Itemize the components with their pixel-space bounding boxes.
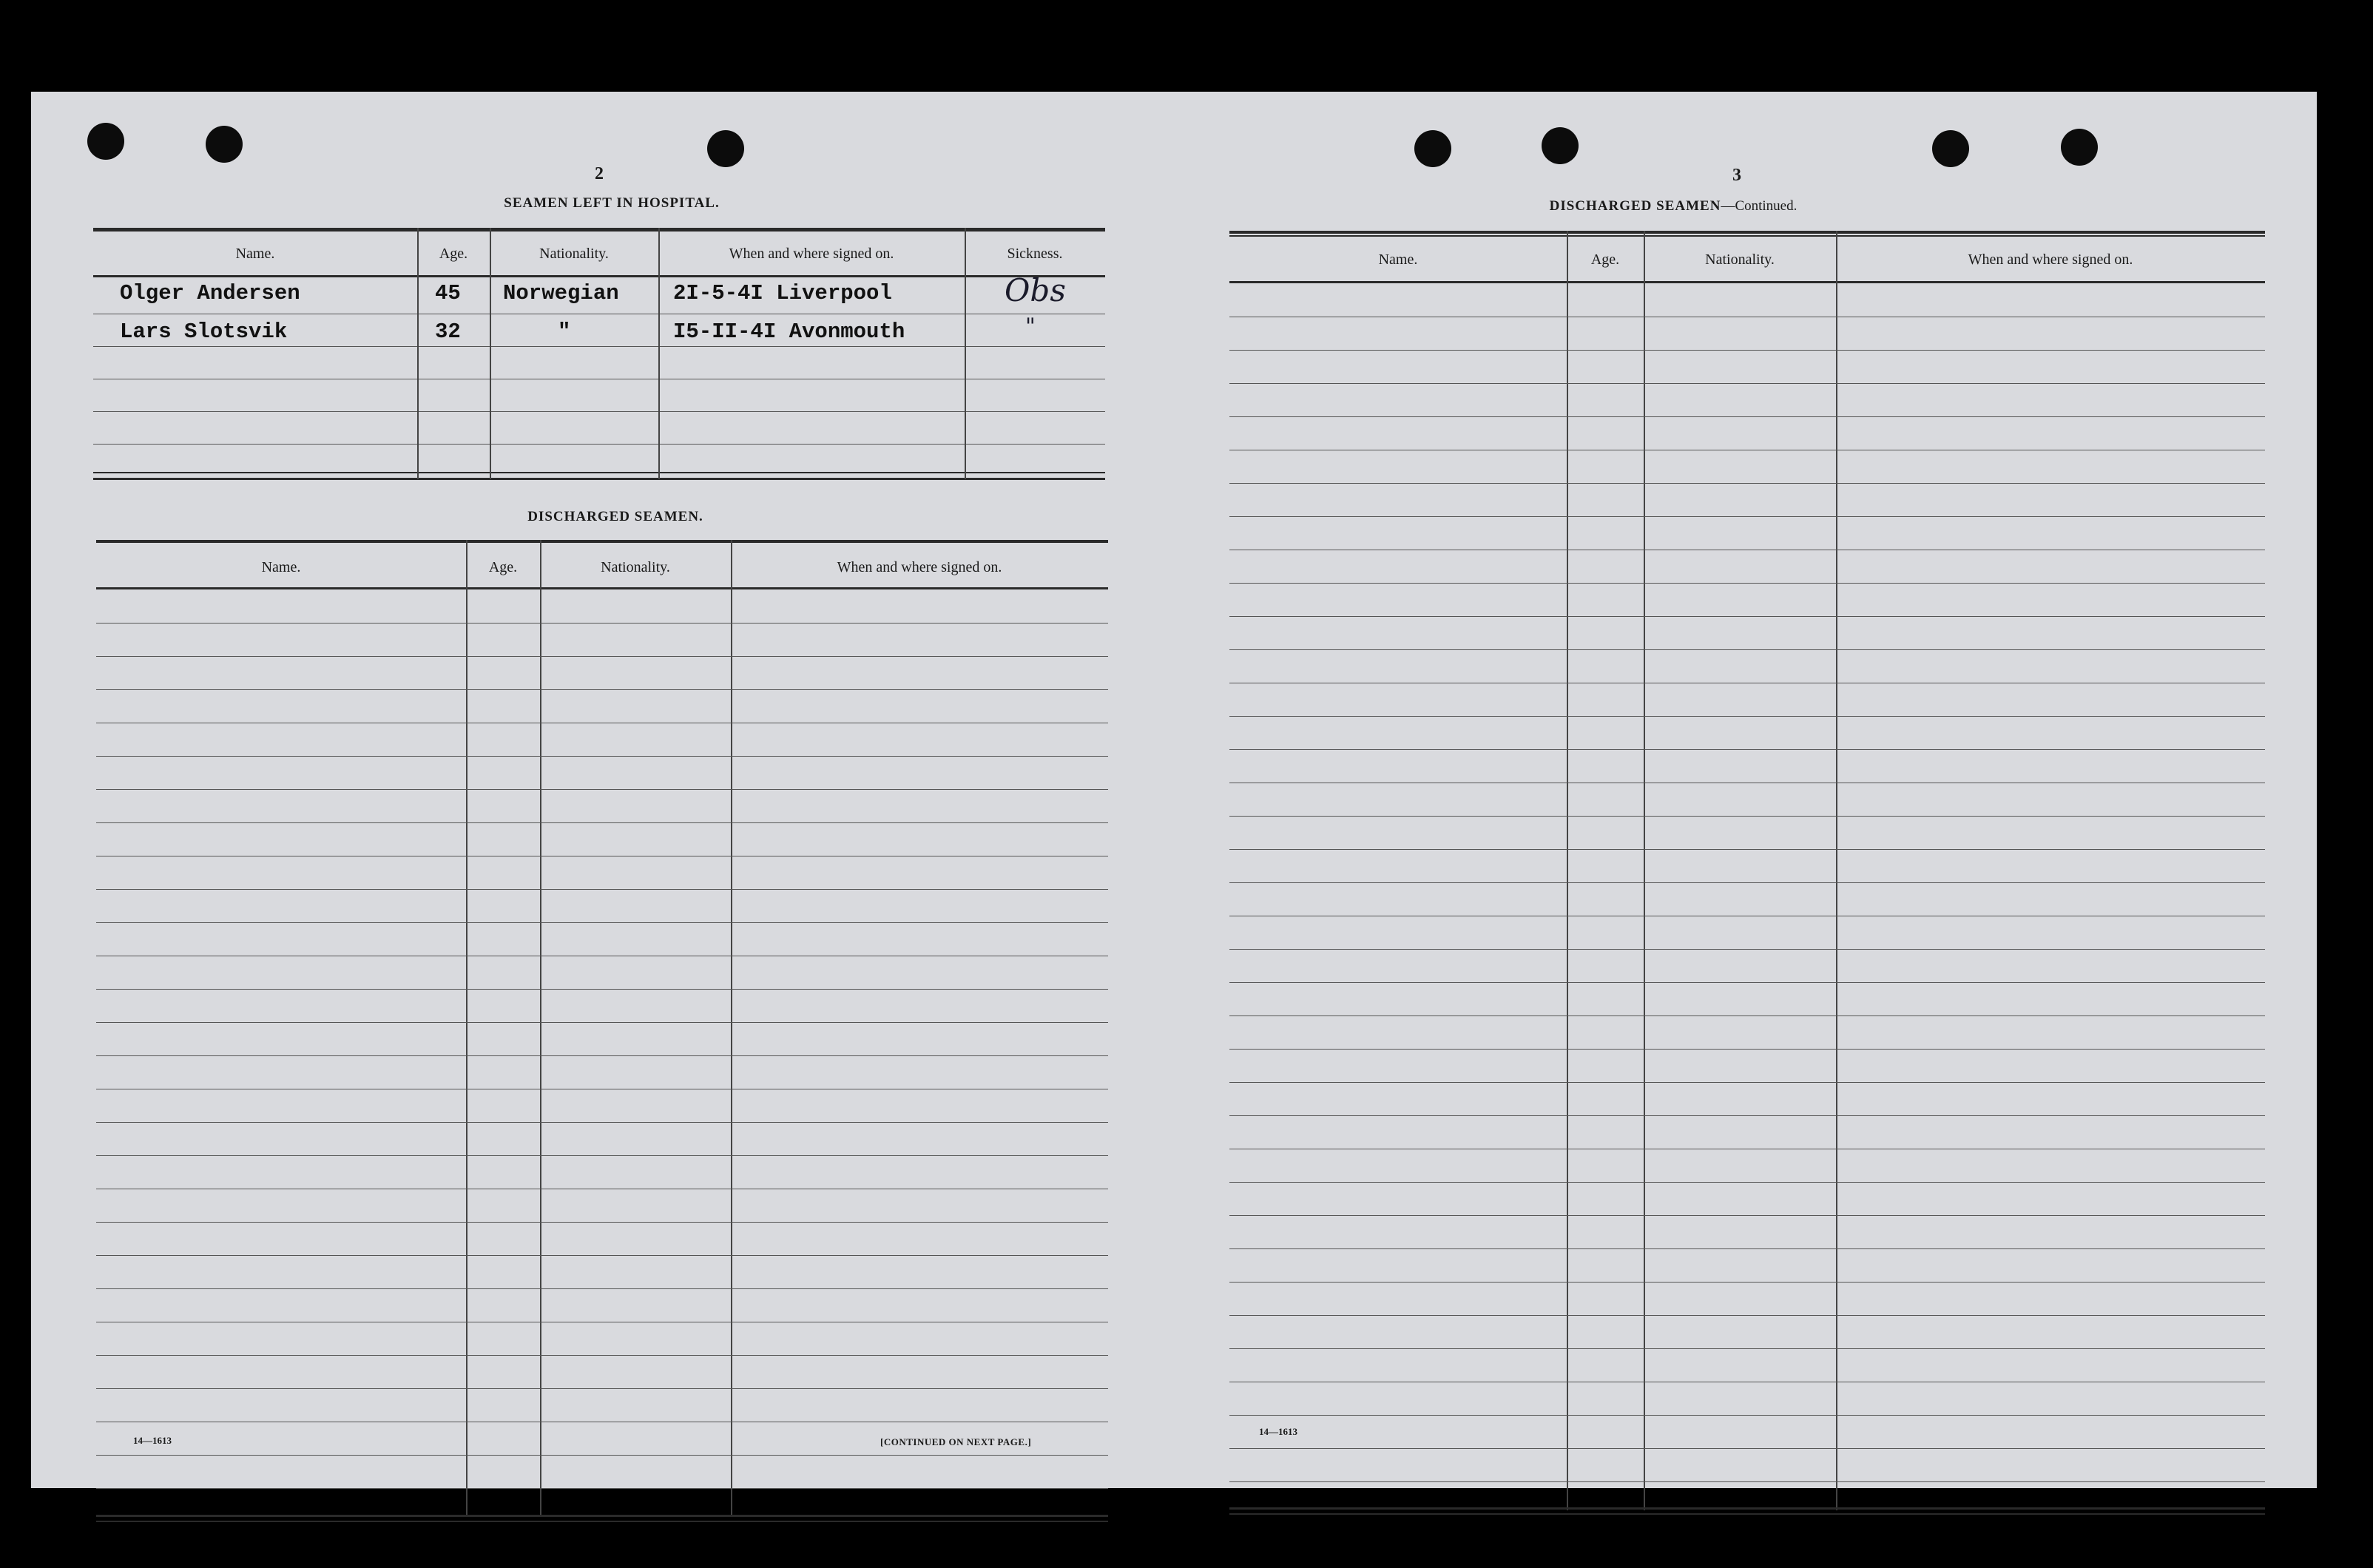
ledger-rule-line bbox=[96, 1222, 1108, 1223]
ledger-rule-line bbox=[1229, 1448, 2265, 1449]
page-number-right: 3 bbox=[1732, 166, 1741, 185]
ledger-rule-line bbox=[96, 1255, 1108, 1256]
ledger-rule-line bbox=[1229, 1082, 2265, 1083]
col-header-age: Age. bbox=[439, 246, 468, 262]
ledger-rule-line bbox=[96, 1355, 1108, 1356]
table-row-nationality: Norwegian bbox=[503, 281, 619, 305]
ledger-rule-line bbox=[1229, 949, 2265, 950]
punch-hole-icon bbox=[87, 123, 124, 160]
punch-hole-icon bbox=[1414, 130, 1451, 167]
ledger-rule-line bbox=[96, 1388, 1108, 1389]
col-header-name: Name. bbox=[1378, 251, 1418, 268]
ledger-rule-line bbox=[96, 1122, 1108, 1123]
form-number-right: 14—1613 bbox=[1259, 1426, 1297, 1437]
ledger-rule-line bbox=[1229, 1282, 2265, 1283]
ledger-rule-line bbox=[96, 989, 1108, 990]
ledger-rule-line bbox=[96, 1155, 1108, 1156]
scan-background-top bbox=[0, 0, 2373, 92]
ledger-rule-line bbox=[1229, 1182, 2265, 1183]
table-row-sickness: " bbox=[1025, 314, 1036, 339]
ledger-rule-line bbox=[96, 922, 1108, 923]
col-header-nationality: Nationality. bbox=[601, 559, 670, 575]
ledger-rule-line bbox=[1229, 1215, 2265, 1216]
col-header-nationality: Nationality. bbox=[1705, 251, 1775, 268]
ledger-rule-line bbox=[1229, 616, 2265, 617]
ledger-rule-line bbox=[1229, 749, 2265, 750]
table-row-name: Olger Andersen bbox=[120, 281, 300, 305]
ledger-rule-line bbox=[1229, 1248, 2265, 1249]
ledger-rule-line bbox=[1229, 583, 2265, 584]
table-row-name: Lars Slotsvik bbox=[120, 320, 288, 344]
ledger-rule-line bbox=[1229, 982, 2265, 983]
table-row-signed-on: I5-II-4I Avonmouth bbox=[673, 320, 905, 344]
ledger-rule-line bbox=[96, 1022, 1108, 1023]
punch-hole-icon bbox=[2061, 129, 2098, 166]
ledger-rule-line bbox=[96, 822, 1108, 823]
ledger-rule-line bbox=[1229, 1115, 2265, 1116]
ledger-rule-line bbox=[96, 623, 1108, 624]
col-header-signed-on: When and where signed on. bbox=[837, 559, 1002, 575]
col-header-signed-on: When and where signed on. bbox=[1968, 251, 2133, 268]
ledger-rule-line bbox=[1229, 1481, 2265, 1482]
ledger-rule-line bbox=[1229, 716, 2265, 717]
ledger-rule-line bbox=[96, 1055, 1108, 1056]
punch-hole-icon bbox=[1932, 130, 1969, 167]
continued-footnote: [CONTINUED ON NEXT PAGE.] bbox=[880, 1436, 1032, 1447]
table-row-age: 45 bbox=[435, 281, 461, 305]
document-sheet bbox=[31, 92, 2317, 1488]
ledger-rule-line bbox=[96, 1455, 1108, 1456]
continued-suffix: —Continued. bbox=[1721, 198, 1798, 214]
ledger-rule-line bbox=[1229, 350, 2265, 351]
page-number-left: 2 bbox=[595, 164, 604, 183]
ledger-rule-line bbox=[1229, 516, 2265, 517]
ledger-rule-line bbox=[96, 689, 1108, 690]
ledger-rule-line bbox=[1229, 383, 2265, 384]
col-header-name: Name. bbox=[235, 246, 275, 262]
ledger-rule-line bbox=[1229, 849, 2265, 850]
ledger-rule-line bbox=[96, 889, 1108, 890]
col-header-sickness: Sickness. bbox=[1007, 246, 1063, 262]
ledger-rule-line bbox=[96, 1288, 1108, 1289]
discharged-section-title: DISCHARGED SEAMEN. bbox=[527, 509, 703, 524]
discharged-continued-title bbox=[1496, 198, 1851, 214]
ledger-rule-line bbox=[1229, 649, 2265, 650]
table-row-signed-on: 2I-5-4I Liverpool bbox=[673, 281, 892, 305]
form-number-left: 14—1613 bbox=[133, 1435, 172, 1446]
ledger-rule-line bbox=[96, 756, 1108, 757]
ledger-rule-line bbox=[1229, 816, 2265, 817]
discharged-continued-title-text: DISCHARGED SEAMEN bbox=[1549, 198, 1721, 214]
table-row-sickness: Obs bbox=[1005, 272, 1066, 308]
ledger-rule-line bbox=[1229, 1348, 2265, 1349]
discharged-table-left bbox=[96, 540, 1108, 1524]
col-header-age: Age. bbox=[1590, 251, 1620, 268]
ledger-rule-line bbox=[96, 1488, 1108, 1489]
punch-hole-icon bbox=[707, 130, 744, 167]
ledger-rule-line bbox=[1229, 483, 2265, 484]
table-row-age: 32 bbox=[435, 320, 461, 344]
col-header-name: Name. bbox=[261, 559, 301, 575]
discharged-table-right bbox=[1229, 231, 2265, 1518]
table-row-nationality: " bbox=[558, 320, 571, 344]
punch-hole-icon bbox=[1542, 127, 1579, 164]
col-header-nationality: Nationality. bbox=[539, 246, 609, 262]
ledger-rule-line bbox=[1229, 416, 2265, 417]
col-header-signed-on: When and where signed on. bbox=[729, 246, 894, 262]
ledger-rule-line bbox=[1229, 882, 2265, 883]
ledger-rule-line bbox=[96, 789, 1108, 790]
punch-hole-icon bbox=[206, 126, 243, 163]
hospital-section-title: SEAMEN LEFT IN HOSPITAL. bbox=[504, 195, 720, 211]
ledger-rule-line bbox=[1229, 1315, 2265, 1316]
ledger-rule-line bbox=[96, 656, 1108, 657]
ledger-rule-line bbox=[1229, 1415, 2265, 1416]
col-header-age: Age. bbox=[488, 559, 518, 575]
hospital-table bbox=[93, 228, 1105, 488]
ledger-rule-line bbox=[1229, 1049, 2265, 1050]
